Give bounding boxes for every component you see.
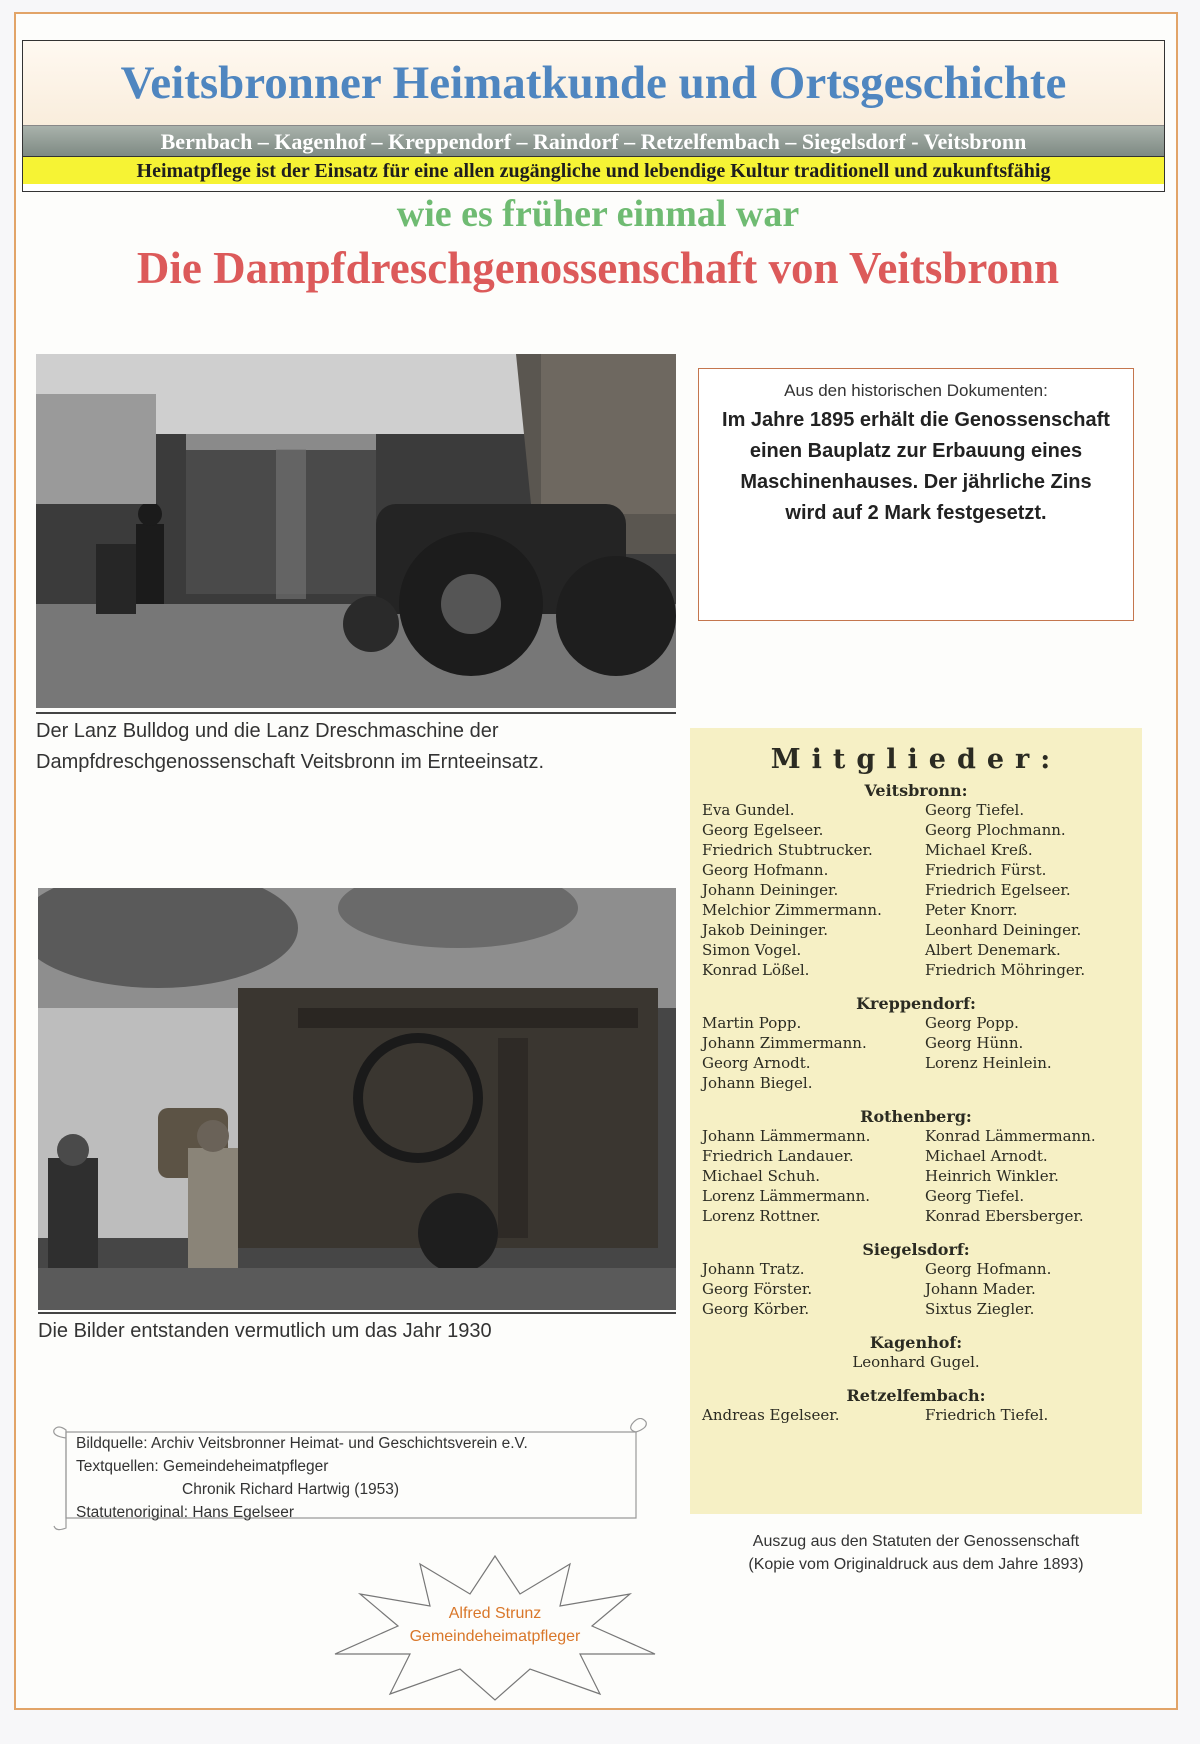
member-name: Georg Hofmann.	[702, 861, 829, 879]
member-name: Eva Gundel.	[702, 801, 795, 819]
member-column-right	[911, 1126, 1134, 1226]
photo1-rule	[36, 712, 676, 714]
member-name: Jakob Deininger.	[702, 921, 829, 939]
member-name: Friedrich Stubtrucker.	[702, 841, 873, 859]
doc-intro: Aus den historischen Dokumenten:	[784, 381, 1048, 400]
text-source: Textquellen: Gemeindeheimatpfleger	[76, 1458, 329, 1475]
member-name: Leonhard Gugel.	[852, 1353, 980, 1371]
member-name: Konrad Ebersberger.	[925, 1207, 1084, 1225]
member-column-left	[702, 1013, 911, 1093]
member-name: Friedrich Fürst.	[925, 861, 1047, 879]
member-name: Lorenz Rottner.	[702, 1207, 821, 1225]
sources-text	[76, 1432, 528, 1524]
member-name: Michael Arnodt.	[925, 1147, 1048, 1165]
members-caption-line1: Auszug aus den Statuten der Genossenschaft	[752, 1533, 1080, 1550]
member-name: Friedrich Egelseer.	[925, 881, 1071, 899]
member-name: Johann Tratz.	[702, 1260, 805, 1278]
header-title: Veitsbronner Heimatkunde und Ortsgeschichte	[23, 41, 1164, 126]
member-name: Georg Plochmann.	[925, 821, 1066, 839]
member-name: Georg Tiefel.	[925, 801, 1025, 819]
member-name: Friedrich Landauer.	[702, 1147, 854, 1165]
member-name: Georg Arnodt.	[702, 1054, 811, 1072]
member-name: Georg Körber.	[702, 1300, 810, 1318]
member-name: Leonhard Deininger.	[925, 921, 1082, 939]
member-place-heading: Siegelsdorf:	[862, 1240, 970, 1259]
members-caption-line2: (Kopie vom Originaldruck aus dem Jahre 1893)	[748, 1556, 1084, 1573]
author-role: Gemeindeheimatpfleger	[409, 1628, 581, 1645]
member-column-right	[911, 1405, 1134, 1425]
member-name: Lorenz Heinlein.	[925, 1054, 1052, 1072]
member-name: Melchior Zimmermann.	[702, 901, 882, 919]
member-column-right	[911, 1259, 1134, 1319]
member-columns	[690, 1126, 1142, 1226]
member-column-left	[702, 1259, 911, 1319]
member-name: Johann Biegel.	[702, 1074, 813, 1092]
member-name: Andreas Egelseer.	[702, 1406, 840, 1424]
member-name: Friedrich Tiefel.	[925, 1406, 1049, 1424]
member-column-left	[702, 800, 911, 980]
member-name: Lorenz Lämmermann.	[702, 1187, 871, 1205]
photo2-caption: Die Bilder entstanden vermutlich um das Jahr 1930	[38, 1320, 492, 1342]
member-name: Konrad Lämmermann.	[925, 1127, 1096, 1145]
member-name: Martin Popp.	[702, 1014, 802, 1032]
header-box	[22, 40, 1165, 192]
villages-banner: Bernbach – Kagenhof – Kreppendorf – Raindorf – Retzelfembach – Siegelsdorf - Veitsbronn	[23, 126, 1164, 156]
member-name: Michael Kreß.	[925, 841, 1033, 859]
member-name: Konrad Lößel.	[702, 961, 810, 979]
member-name: Georg Tiefel.	[925, 1187, 1025, 1205]
member-name: Georg Popp.	[925, 1014, 1019, 1032]
doc-text: Im Jahre 1895 erhält die Genossenschaft einen Bauplatz zur Erbauung eines Maschinenhauses. Der jährliche Zins wird auf 2 Mark festgesetzt.	[722, 409, 1110, 524]
page	[14, 12, 1178, 1710]
author-name: Alfred Strunz	[448, 1605, 542, 1622]
member-name: Michael Schuh.	[702, 1167, 821, 1185]
member-name: Sixtus Ziegler.	[925, 1300, 1035, 1318]
member-name: Georg Hofmann.	[925, 1260, 1052, 1278]
member-name: Heinrich Winkler.	[925, 1167, 1059, 1185]
tractor-thresher-illustration	[36, 354, 676, 708]
photo-threshing-scene	[38, 888, 676, 1310]
members-caption	[690, 1530, 1142, 1576]
motto-banner: Heimatpflege ist der Einsatz für eine allen zugängliche und lebendige Kultur traditionell und zukunftsfähig	[23, 156, 1164, 184]
chronicle-source: Chronik Richard Hartwig (1953)	[182, 1481, 400, 1498]
image-source: Bildquelle: Archiv Veitsbronner Heimat- und Geschichtsverein e.V.	[76, 1435, 528, 1452]
main-title: Die Dampfdreschgenossenschaft von Veitsbronn	[136, 243, 1060, 293]
photo1-caption-line1: Der Lanz Bulldog und die Lanz Dreschmaschine der	[36, 720, 499, 742]
member-column-left	[702, 1405, 911, 1425]
statute-source: Statutenoriginal: Hans Egelseer	[76, 1504, 294, 1521]
members-list	[690, 728, 1142, 1514]
author-label	[330, 1602, 660, 1648]
member-columns	[690, 1013, 1142, 1093]
member-name: Albert Denemark.	[925, 941, 1061, 959]
member-name: Georg Förster.	[702, 1280, 813, 1298]
photo-tractor-thresher	[36, 354, 676, 708]
member-column-right	[911, 800, 1134, 980]
member-name: Simon Vogel.	[702, 941, 802, 959]
member-groups	[690, 781, 1142, 1425]
threshing-scene-illustration	[38, 888, 676, 1310]
member-name: Georg Hünn.	[925, 1034, 1024, 1052]
member-name: Peter Knorr.	[925, 901, 1018, 919]
member-column-right	[911, 1013, 1134, 1093]
member-name: Georg Egelseer.	[702, 821, 824, 839]
member-place-heading: Rothenberg:	[860, 1107, 972, 1126]
members-heading: Mitglieder:	[770, 744, 1062, 775]
member-name: Johann Zimmermann.	[702, 1034, 867, 1052]
member-column-left	[702, 1126, 911, 1226]
historical-documents-box	[698, 368, 1134, 621]
photo1-caption-line2: Dampfdreschgenossenschaft Veitsbronn im Ernteeinsatz.	[36, 751, 545, 773]
member-place-heading: Kreppendorf:	[856, 994, 976, 1013]
member-columns	[690, 1405, 1142, 1425]
member-columns	[690, 1259, 1142, 1319]
member-name: Johann Lämmermann.	[702, 1127, 871, 1145]
member-name: Friedrich Möhringer.	[925, 961, 1086, 979]
photo1-caption	[36, 716, 696, 778]
member-name: Johann Mader.	[925, 1280, 1036, 1298]
member-place-heading: Kagenhof:	[869, 1333, 963, 1352]
member-place-heading: Veitsbronn:	[864, 781, 968, 800]
member-name: Johann Deininger.	[702, 881, 839, 899]
photo2-rule	[38, 1312, 676, 1314]
member-columns	[690, 800, 1142, 980]
member-place-heading: Retzelfembach:	[846, 1386, 986, 1405]
subtitle: wie es früher einmal war	[396, 193, 800, 235]
